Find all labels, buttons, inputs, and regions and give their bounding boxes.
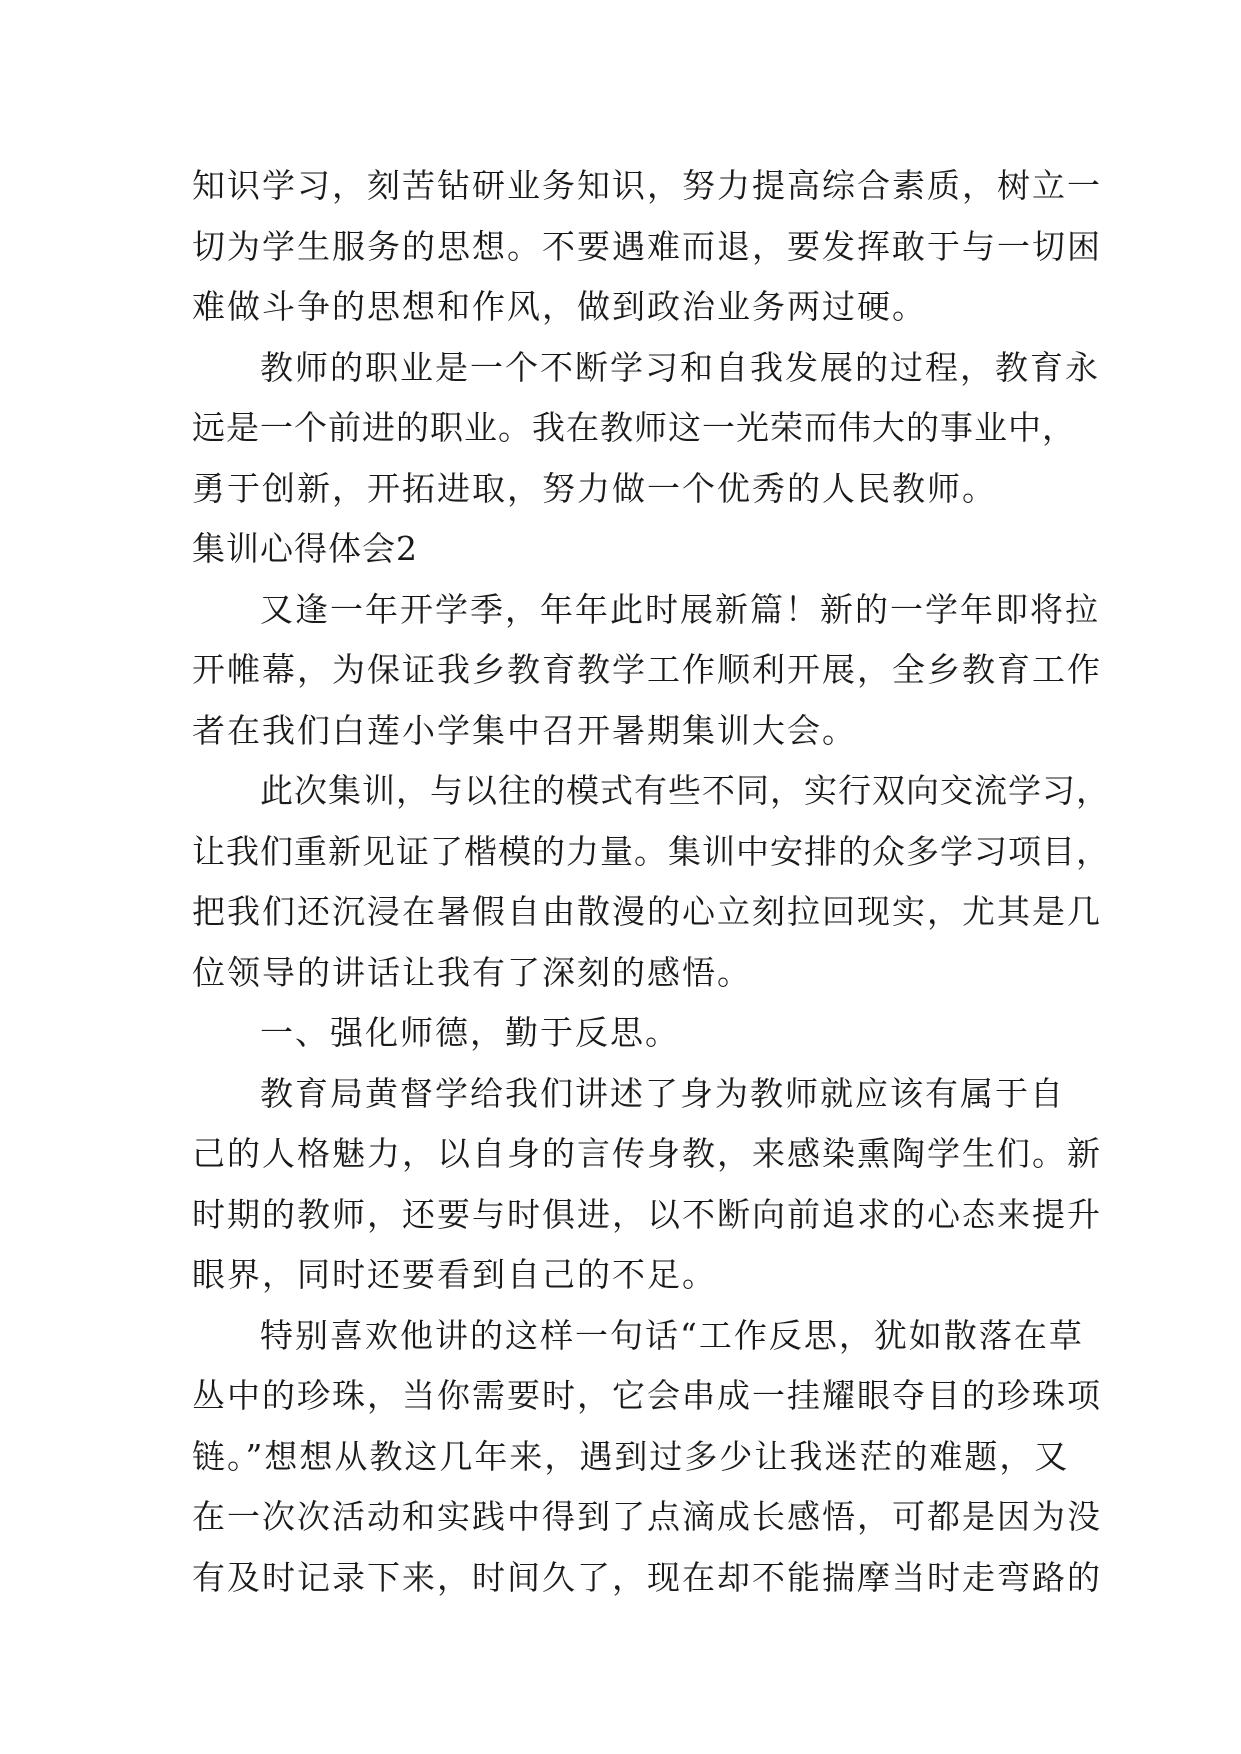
text-line: 有及时记录下来，时间久了，现在却不能揣摩当时走弯路的 <box>192 1557 1102 1597</box>
heading-line: 集训心得体会2 <box>192 529 418 568</box>
text-line: 眼界，同时还要看到自己的不足。 <box>192 1255 717 1294</box>
text-line: 位领导的讲话让我有了深刻的感悟。 <box>192 952 752 992</box>
text-line: 教师的职业是一个不断学习和自我发展的过程，教育永 <box>260 347 1100 387</box>
paragraph <box>192 1064 1102 1306</box>
text-line: 链。”想想从教这几年来，遇到过多少让我迷茫的难题，又 <box>192 1436 1070 1476</box>
text-line: 一、强化师德，勤于反思。 <box>260 1013 680 1052</box>
text-line: 难做斗争的思想和作风，做到政治业务两过硬。 <box>192 287 927 326</box>
text-line: 知识学习，刻苦钻研业务知识，努力提高综合素质，树立一 <box>192 166 1102 205</box>
subheading <box>192 1003 1072 1064</box>
text-line: 此次集训，与以往的模式有些不同，实行双向交流学习， <box>260 771 1110 810</box>
section-heading <box>192 519 1072 580</box>
text-line: 远是一个前进的职业。我在教师这一光荣而伟大的事业中， <box>192 408 1076 447</box>
text-line: 切为学生服务的思想。不要遇难而退，要发挥敢于与一切困 <box>192 226 1102 266</box>
text-line: 者在我们白莲小学集中召开暑期集训大会。 <box>192 710 857 750</box>
text-line: 特别喜欢他讲的这样一句话“工作反思，犹如散落在草 <box>260 1315 1084 1355</box>
text-line: 把我们还沉浸在暑假自由散漫的心立刻拉回现实，尤其是几 <box>192 892 1102 931</box>
text-line: 开帷幕，为保证我乡教育教学工作顺利开展，全乡教育工作 <box>192 650 1102 689</box>
text-line: 丛中的珍珠，当你需要时，它会串成一挂耀眼夺目的珍珠项 <box>192 1376 1102 1415</box>
text-line: 教育局黄督学给我们讲述了身为教师就应该有属于自 <box>260 1073 1065 1113</box>
document-body <box>192 156 1110 1608</box>
text-line: 又逢一年开学季，年年此时展新篇！新的一学年即将拉 <box>260 589 1100 629</box>
paragraph <box>192 580 1102 762</box>
text-line: 勇于创新，开拓进取，努力做一个优秀的人民教师。 <box>192 468 997 508</box>
text-line: 己的人格魅力，以自身的言传身教，来感染熏陶学生们。新 <box>192 1134 1102 1173</box>
paragraph <box>192 338 1100 520</box>
paragraph <box>192 1306 1102 1609</box>
text-line: 让我们重新见证了楷模的力量。集训中安排的众多学习项目， <box>192 831 1110 871</box>
paragraph <box>192 156 1102 338</box>
text-line: 在一次次活动和实践中得到了点滴成长感悟，可都是因为没 <box>192 1497 1102 1536</box>
paragraph <box>192 761 1110 1003</box>
text-line: 时期的教师，还要与时俱进，以不断向前追求的心态来提升 <box>192 1194 1102 1234</box>
